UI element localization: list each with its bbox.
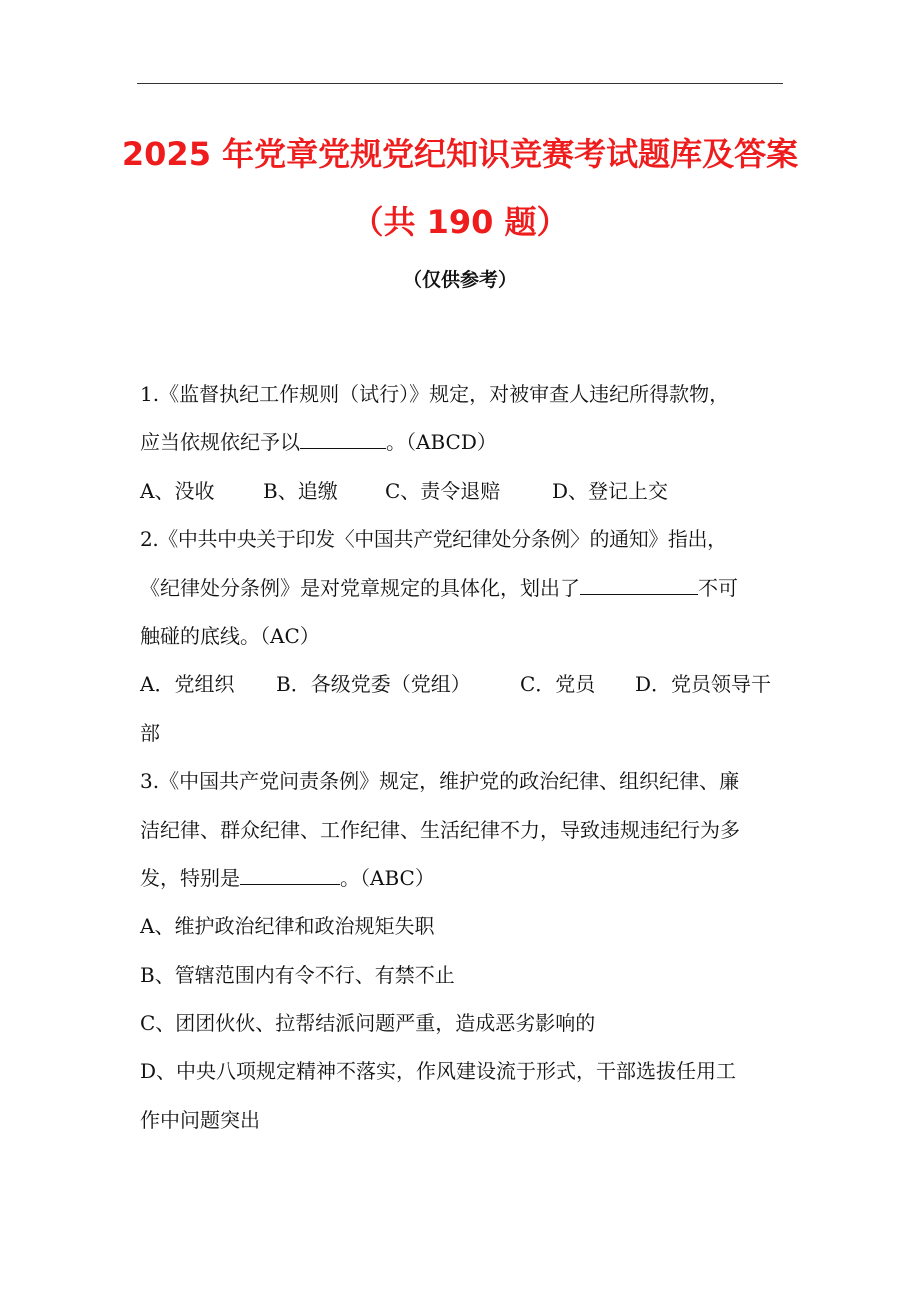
- document-title: 2025 年党章党规党纪知识竞赛考试题库及答案: [121, 135, 799, 173]
- option-b: B、管辖范围内有令不行、有禁不止: [140, 962, 455, 987]
- option-a: A、没收: [140, 478, 215, 503]
- question-number: 2.: [140, 527, 159, 552]
- question-text: 1.《监督执纪工作规则（试行）》规定，对被审查人违纪所得款物，: [140, 382, 730, 406]
- option-d: D、登记上交: [552, 478, 669, 503]
- question-text: 2.《中共中央关于印发〈中国共产党纪律处分条例〉的通知》指出，: [140, 527, 727, 552]
- option-d: D．党员领导干: [635, 672, 772, 697]
- option-a: A、维护政治纪律和政治规矩失职: [140, 914, 435, 939]
- question-text: 发，特别是 。（ABC）: [140, 854, 785, 902]
- option-a: A．党组织: [140, 672, 235, 697]
- option-b: B．各级党委（党组）: [276, 672, 471, 697]
- question-1: [140, 370, 785, 515]
- document-title-count: （共 190 题）: [351, 203, 569, 241]
- question-text: 《纪律处分条例》是对党章规定的具体化，划出了 不可: [140, 564, 785, 612]
- option-b: B、追缴: [263, 478, 338, 503]
- question-options: [140, 660, 785, 708]
- question-list: [140, 370, 785, 1144]
- option-continuation: 部: [140, 720, 160, 745]
- question-number: 3.: [140, 769, 160, 794]
- option-c: C、团团伙伙、拉帮结派问题严重，造成恶劣影响的: [140, 1011, 596, 1036]
- question-options: [140, 467, 785, 515]
- option-c: C、责令退赔: [385, 478, 501, 503]
- question-2: [140, 515, 785, 757]
- question-number: 1.: [140, 382, 160, 406]
- question-text: 3.《中国共产党问责条例》规定，维护党的政治纪律、组织纪律、廉: [140, 769, 740, 794]
- answer-blank: [240, 862, 340, 885]
- header-rule: [137, 83, 783, 84]
- question-text: 应当依规依纪予以 。（ABCD）: [140, 418, 785, 466]
- answer-blank: [580, 572, 698, 595]
- option-d: D、中央八项规定精神不落实，作风建设流于形式，干部选拔任用工: [140, 1059, 737, 1084]
- question-text: 洁纪律、群众纪律、工作纪律、生活纪律不力，导致违规违纪行为多: [140, 817, 740, 842]
- document-subtitle: （仅供参考）: [402, 269, 517, 291]
- option-continuation: 作中问题突出: [140, 1107, 260, 1132]
- question-3: [140, 757, 785, 1144]
- answer-blank: [300, 426, 386, 449]
- question-text: 触碰的底线。（AC）: [140, 623, 320, 648]
- option-c: C．党员: [520, 672, 596, 697]
